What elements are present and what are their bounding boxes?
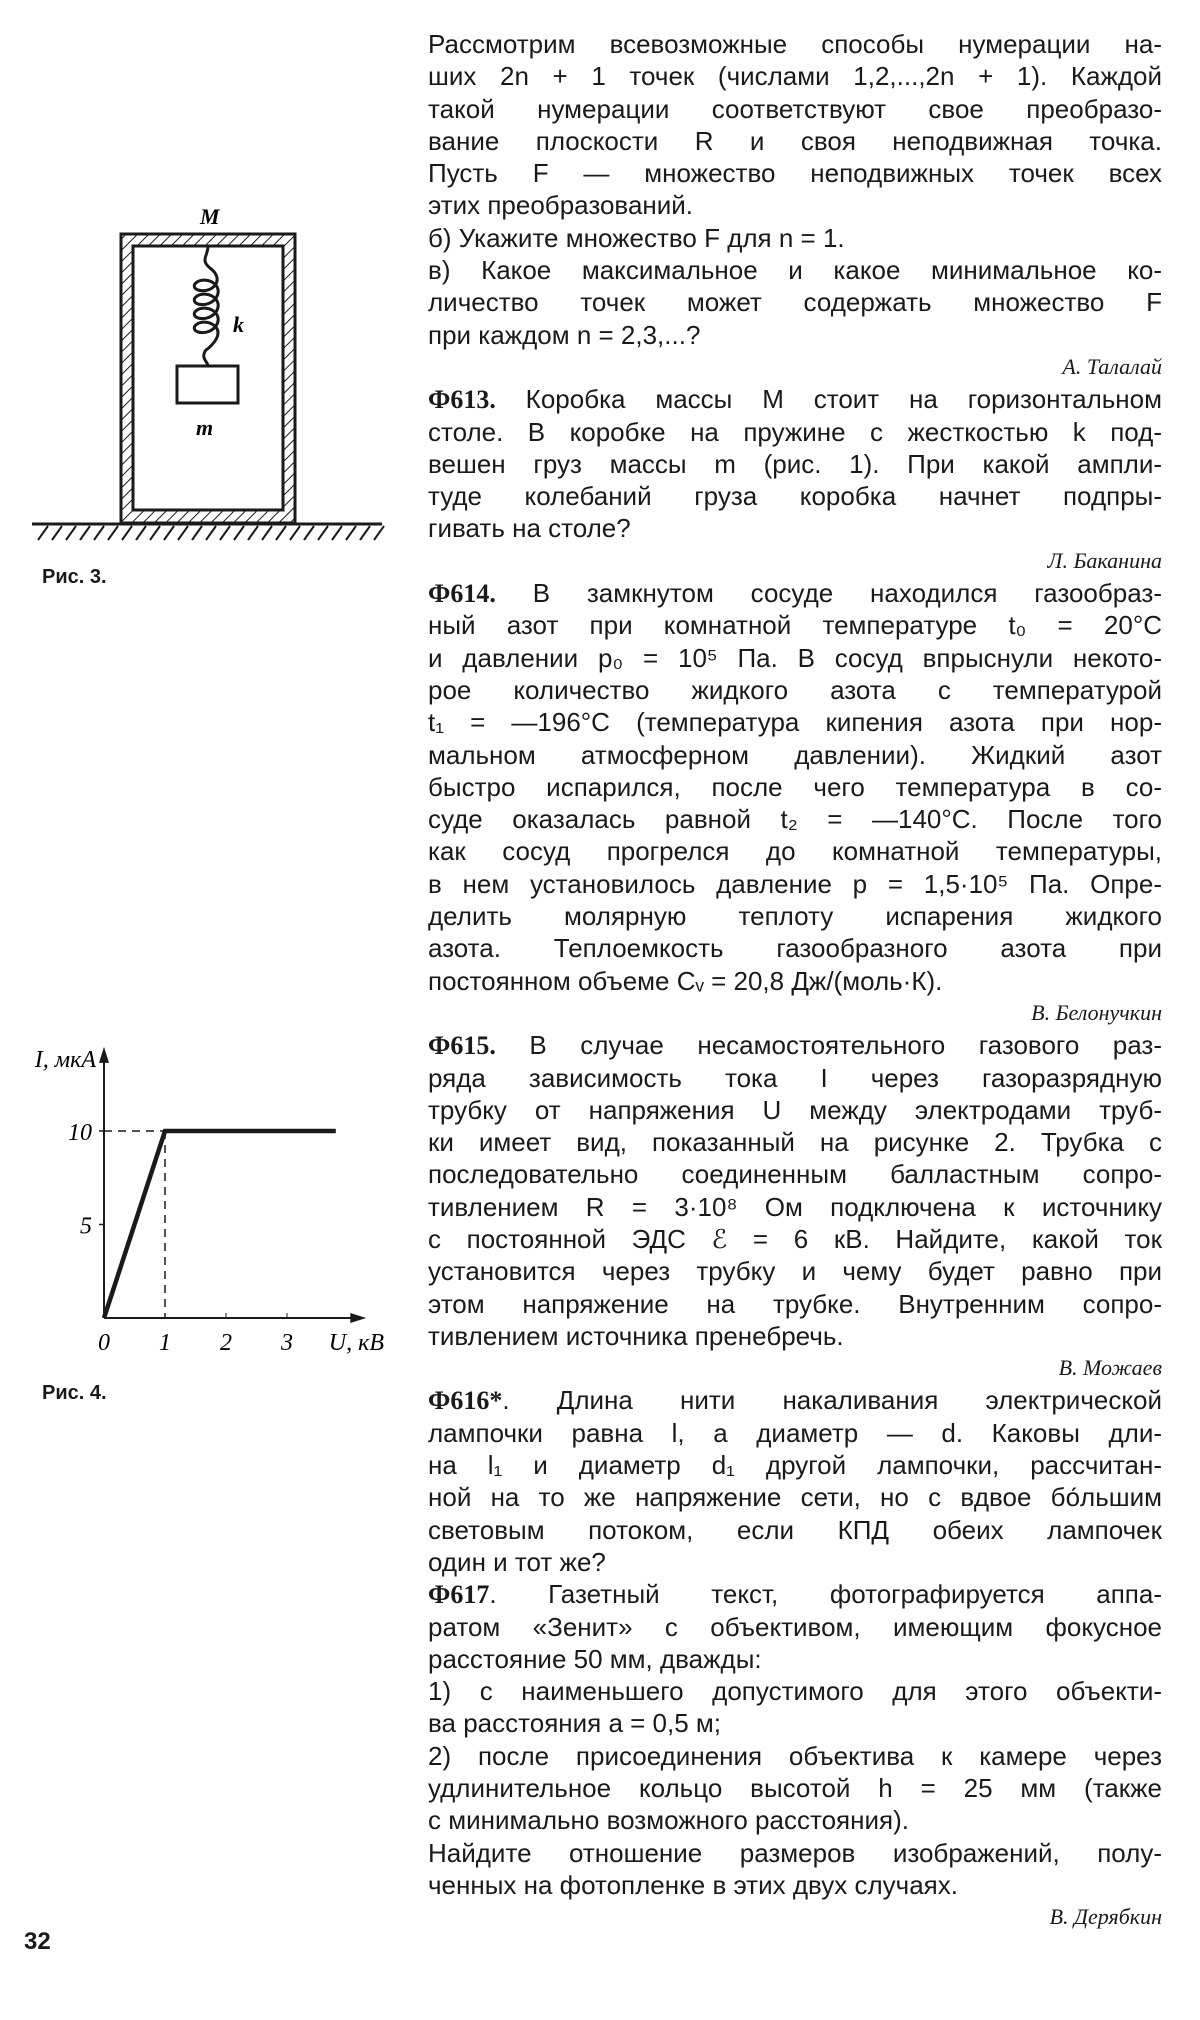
problem-block (428, 28, 1162, 383)
text-line (428, 1320, 1162, 1352)
text-line (428, 868, 1162, 900)
text-line-content: гивать на столе? (428, 513, 631, 544)
text-line-content: как сосуд прогрелся до комнатной температуры, (428, 836, 1162, 867)
text-line-content: делить молярную теплоту испарения жидкого (428, 901, 1162, 932)
ground-hatch-mark (122, 526, 132, 540)
text-line-content: 1) с наименьшего допустимого для этого объекти- (428, 1676, 1162, 1707)
x-tick-label: 0 (98, 1330, 110, 1356)
text-line (428, 448, 1162, 480)
text-line-content: ряда зависимость тока I через газоразрядную (428, 1062, 1162, 1093)
text-line-content: с минимально возможного расстояния). (428, 1805, 909, 1836)
text-line-content: суде оказалась равной t₂ = —140°С. После того (428, 804, 1162, 835)
text-line (428, 1675, 1162, 1707)
text-line (428, 1094, 1162, 1126)
problem-block (428, 1029, 1162, 1384)
text-line (428, 1255, 1162, 1287)
y-axis-label: I, мкА (34, 1046, 96, 1073)
text-line (428, 1288, 1162, 1320)
text-line-content: быстро испарился, после чего температура в со- (428, 771, 1162, 802)
ground-hatch-mark (192, 526, 202, 540)
text-line (428, 706, 1162, 738)
text-line (428, 965, 1162, 997)
problem-number: Ф615. (428, 1031, 496, 1061)
text-line (428, 1514, 1162, 1546)
text-line (428, 1707, 1162, 1739)
text-line-content: б) Укажите множество F для n = 1. (428, 222, 845, 253)
y-tick-label: 10 (68, 1120, 92, 1146)
page-number: 32 (24, 1928, 51, 1955)
text-line-content: постоянном объеме Cᵥ = 20,8 Дж/(моль·К). (428, 965, 943, 996)
ground-hatch-mark (332, 526, 342, 540)
ground-hatch-mark (80, 526, 90, 540)
label-box-mass: M (200, 204, 220, 229)
text-line-content: лампочки равна l, а диаметр — d. Каковы дли- (428, 1417, 1162, 1448)
text-line-content: установится через трубку и чему будет равно при (428, 1256, 1162, 1287)
text-line (428, 1546, 1162, 1578)
text-line (428, 1481, 1162, 1513)
problem-author: А. Талалай (1062, 353, 1162, 379)
text-line-content: в) Какое максимальное и какое минимальное ко- (428, 255, 1162, 286)
text-line-content: вешен груз массы m (рис. 1). При какой ампли- (428, 448, 1162, 479)
text-line-content: тивлением R = 3·10⁸ Ом подключена к источнику (428, 1191, 1162, 1222)
problem-block (428, 577, 1162, 1029)
text-line-content: Рассмотрим всевозможные способы нумерации на- (428, 29, 1162, 59)
text-line-content: расстояние 50 мм, дважды: (428, 1643, 762, 1674)
text-line-content: в нем установилось давление p = 1,5·10⁵ Па. Опре- (428, 868, 1162, 899)
ground-hatch-mark (66, 526, 76, 540)
table-ground (32, 524, 384, 540)
text-line (428, 674, 1162, 706)
ground-hatch-mark (360, 526, 370, 540)
text-line-content: В замкнутом сосуде находился газообраз- (495, 578, 1162, 609)
problem-number: Ф617 (428, 1580, 490, 1610)
figure-4-caption: Рис. 4. (42, 1382, 107, 1404)
text-line-content: В случае несамостоятельного газового раз- (495, 1030, 1162, 1061)
text-line-content: этом напряжение на трубке. Внутренним сопро- (428, 1288, 1162, 1319)
text-line-content: такой нумерации соответствуют свое преобразо- (428, 93, 1162, 124)
text-line (428, 286, 1162, 318)
text-line-content: тивлением источника пренебречь. (428, 1320, 844, 1351)
ground-hatch-mark (248, 526, 258, 540)
text-line (428, 254, 1162, 286)
text-line-content: . Длина нити накаливания электрической (502, 1385, 1162, 1416)
text-line-content: при каждом n = 2,3,...? (428, 319, 701, 350)
text-line (428, 609, 1162, 641)
text-line (428, 1740, 1162, 1772)
text-line-content: туде колебаний груза коробка начнет подпры- (428, 481, 1162, 512)
text-line-content: ратом «Зенит» с объективом, имеющим фокусное (428, 1611, 1162, 1642)
problem-author: Л. Баканина (1047, 547, 1162, 573)
ground-hatch-mark (94, 526, 104, 540)
problem-number: Ф616* (428, 1386, 503, 1416)
ground-hatch-mark (374, 526, 384, 540)
text-line (428, 1126, 1162, 1158)
box-walls (121, 234, 295, 523)
figure-4-chart (0, 1030, 420, 1370)
figure-3-box-spring-diagram (0, 190, 420, 550)
text-line-content: световым потоком, если КПД обеих лампочек (428, 1514, 1162, 1545)
ground-hatch-mark (290, 526, 300, 540)
x-tick-label: 1 (159, 1330, 171, 1356)
text-line (428, 642, 1162, 674)
problem-author: В. Дерябкин (1049, 1904, 1162, 1930)
text-line-content: Пусть F — множество неподвижных точек всех (428, 158, 1162, 189)
text-line (428, 125, 1162, 157)
text-line-content: вание плоскости R и своя неподвижная точка. (428, 125, 1162, 156)
text-line (428, 1223, 1162, 1255)
label-weight-mass: m (196, 415, 214, 440)
text-line (428, 1191, 1162, 1223)
x-axis-label: U, кВ (328, 1330, 384, 1356)
text-line-content: ва расстояния a = 0,5 м; (428, 1708, 722, 1739)
text-line (428, 93, 1162, 125)
text-line (428, 1062, 1162, 1094)
text-line (428, 189, 1162, 221)
text-line (428, 383, 1162, 415)
text-line (428, 480, 1162, 512)
text-line-content: и давлении p₀ = 10⁵ Па. В сосуд впрыснули некото- (428, 642, 1162, 673)
text-line (428, 900, 1162, 932)
text-line (428, 1578, 1162, 1610)
problem-author: В. Белонучкин (1031, 999, 1162, 1025)
text-line (428, 1869, 1162, 1901)
ground-hatch-mark (318, 526, 328, 540)
text-line-content: на l₁ и диаметр d₁ другой лампочки, рассчитан- (428, 1450, 1162, 1481)
text-line (428, 1449, 1162, 1481)
text-line-content: ших 2n + 1 точек (числами 1,2,...,2n + 1). Каждой (428, 61, 1162, 92)
spring (194, 246, 218, 366)
text-line (428, 932, 1162, 964)
text-line-content: личество точек может содержать множество F (428, 287, 1162, 318)
text-line-content: Коробка массы M стоит на горизонтальном (495, 384, 1162, 415)
text-line (428, 1643, 1162, 1675)
ground-hatch-mark (234, 526, 244, 540)
text-line-content: ный азот при комнатной температуре t₀ = 20°C (428, 610, 1162, 641)
text-line (428, 1158, 1162, 1190)
text-line-content: t₁ = —196°С (температура кипения азота при нор- (428, 707, 1162, 738)
text-line-content: ной на то же напряжение сети, но с вдвое бо́льшим (428, 1482, 1162, 1513)
text-line (428, 771, 1162, 803)
y-axis-arrow (99, 1047, 109, 1063)
text-line (428, 803, 1162, 835)
series-line (104, 1131, 336, 1318)
weight-block (177, 366, 238, 403)
ground-hatch-mark (220, 526, 230, 540)
text-line-content: этих преобразований. (428, 190, 694, 221)
ground-hatch-mark (262, 526, 272, 540)
ground-hatch-mark (38, 526, 48, 540)
text-line-content: ки имеет вид, показанный на рисунке 2. Трубка с (428, 1127, 1162, 1158)
text-line-content: удлинительное кольцо высотой h = 25 мм (также (428, 1773, 1162, 1804)
text-line (428, 222, 1162, 254)
text-line-content: мальном атмосферном давлении). Жидкий азот (428, 739, 1162, 770)
text-line-content: азота. Теплоемкость газообразного азота при (428, 933, 1162, 964)
text-line (428, 1029, 1162, 1061)
x-tick-label: 3 (281, 1330, 293, 1356)
text-line (428, 319, 1162, 351)
text-line (428, 1417, 1162, 1449)
text-line (428, 60, 1162, 92)
text-line (428, 1611, 1162, 1643)
text-line (428, 157, 1162, 189)
x-tick-label: 2 (220, 1330, 232, 1356)
x-axis-arrow (350, 1313, 366, 1323)
text-line (428, 577, 1162, 609)
label-spring-stiffness: k (233, 312, 244, 337)
ground-hatch-mark (164, 526, 174, 540)
text-column (428, 28, 1162, 1934)
problem-number: Ф614. (428, 579, 496, 609)
text-line-content: 2) после присоединения объектива к камере через (428, 1740, 1162, 1771)
text-line-content: рое количество жидкого азота с температурой (428, 674, 1162, 705)
problem-number: Ф613. (428, 385, 496, 415)
text-line (428, 1837, 1162, 1869)
text-line (428, 1772, 1162, 1804)
text-line (428, 1804, 1162, 1836)
text-line (428, 739, 1162, 771)
ground-hatch-mark (346, 526, 356, 540)
ground-hatch-mark (108, 526, 118, 540)
ground-hatch-mark (206, 526, 216, 540)
ground-hatch-mark (136, 526, 146, 540)
ground-hatch-mark (150, 526, 160, 540)
text-line (428, 512, 1162, 544)
problem-author: В. Можаев (1058, 1355, 1162, 1381)
text-line-content: с постоянной ЭДС ℰ = 6 кВ. Найдите, какой ток (428, 1223, 1162, 1254)
text-line-content: . Газетный текст, фотографируется аппа- (489, 1579, 1162, 1610)
text-line-content: столе. В коробке на пружине с жесткостью k под- (428, 416, 1162, 447)
text-line (428, 835, 1162, 867)
problem-block (428, 383, 1162, 577)
text-line (428, 416, 1162, 448)
ground-hatch-mark (178, 526, 188, 540)
ground-hatch-mark (276, 526, 286, 540)
text-line (428, 28, 1162, 60)
problem-block (428, 1384, 1162, 1578)
y-tick-label: 5 (80, 1213, 92, 1240)
text-line-content: один и тот же? (428, 1546, 606, 1577)
text-line-content: ченных на фотопленке в этих двух случаях. (428, 1869, 958, 1900)
text-line-content: Найдите отношение размеров изображений, полу- (428, 1837, 1162, 1868)
text-line-content: последовательно соединенным балластным сопро- (428, 1159, 1162, 1190)
problem-block (428, 1578, 1162, 1933)
text-line-content: трубку от напряжения U между электродами труб- (428, 1094, 1162, 1125)
figure-3-caption: Рис. 3. (42, 566, 107, 588)
ground-hatch-mark (52, 526, 62, 540)
text-line (428, 1384, 1162, 1416)
ground-hatch-mark (304, 526, 314, 540)
